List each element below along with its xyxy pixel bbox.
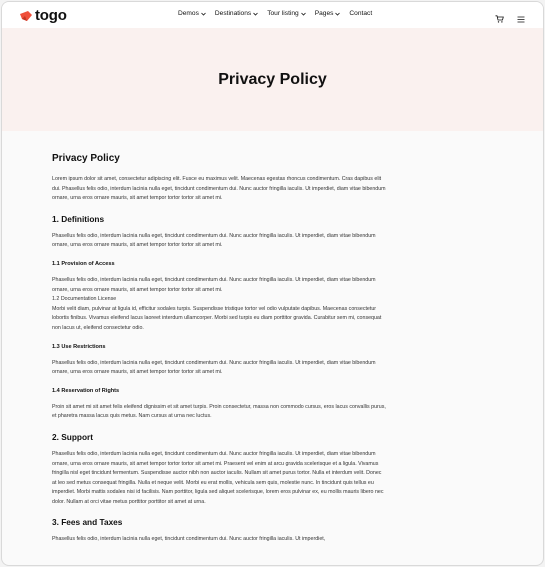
nav-item-demos[interactable] [178, 10, 206, 17]
intro-paragraph: Lorem ipsum dolor sit amet, consectetur adipiscing elit. Fusce eu maximus velit. Maecenas egestas rhoncus condimentum. Cras dapibus elit dui. Phasellus felis odio, interdum lacinia nulla eget, tincidunt condimentum dui. Nunc auctor fringilla iaculis. Ut imperdiet, diam vitae bibendum ornare, urna eros ornare mauris, sit amet tempor tortor tortor sit amet mi. [52, 176, 386, 202]
logo-text: togo [35, 7, 67, 24]
subsection-block [52, 276, 387, 334]
subsection-heading: 1.3 Use Restrictions [52, 343, 106, 350]
nav-item-tour-listing[interactable] [267, 10, 306, 17]
nav-label: Contact [349, 10, 373, 17]
nav-item-pages[interactable] [315, 10, 341, 17]
nav-item-destinations[interactable] [215, 10, 258, 17]
nav-item-contact[interactable] [349, 10, 372, 17]
section-paragraph: Proin sit amet mi sit amet felis eleifend dignissim et sit amet turpis. Proin consectetur, massa non commodo cursus, eros lacus convallis purus, et pharetra massa lacus quis metus. Nam cursus at urna nec luctus. [52, 403, 386, 420]
subsection-heading: 1.4 Reservation of Rights [52, 387, 120, 394]
section-paragraph: Morbi velit diam, pulvinar at ligula id, efficitur sodales turpis. Suspendisse tristique tortor vel odio vulputate dapibus. Maecenas consectetur lobortis finibus. Vivamus eleifend lacus laoreet interdum ullamcorper. Morbi sed turpis eu diam porttitor gravida. Curabitur sem mi, consequat non lacus ut, eleifend consectetur odio. [52, 305, 382, 331]
section-paragraph: Phasellus felis odio, interdum lacinia nulla eget, tincidunt condimentum dui. Nunc auctor fringilla iaculis. Ut imperdiet, [52, 536, 326, 543]
section-paragraph: Phasellus felis odio, interdum lacinia nulla eget, tincidunt condimentum dui. Nunc auctor fringilla iaculis. Ut imperdiet, diam vitae bibendum ornare, urna eros ornare mauris, sit amet tempor tortor tortor sit amet mi. [52, 359, 376, 376]
browser-frame [1, 1, 544, 566]
nav-label: Destinations [214, 10, 252, 17]
nav-label: Pages [314, 10, 334, 17]
site-header [2, 2, 543, 28]
chevron-down-icon [335, 12, 340, 16]
page-title: Privacy Policy [218, 70, 327, 88]
section-paragraph: Phasellus felis odio, interdum lacinia nulla eget, tincidunt condimentum dui. Nunc auctor fringilla iaculis. Ut imperdiet, diam vitae bibendum ornare, urna eros ornare mauris, sit amet tempor tortor tortor sit amet mi. Praesent vel enim at arcu gravida scelerisque et a ligula. Vivamus fringilla nisl eget tincidunt fermentum. Suspendisse auctor nibh non auctor iaculis. Nullam sit amet purus tortor. Nulla et interdum velit. Donec at leo sed metus consequat fringilla. Nulla et neque velit. Morbi eu erat mollis, vehicula sem quis, molestie nunc. In tincidunt quis tellus eu imperdiet. Morbi mattis sodales nisi id facilisis. Nam porttitor, ligula sed aliquet scelerisque, lorem eros pulvinar ex, eu mollis mauris libero nec dolor. Nullam at orci vitae metus porttitor porttitor sit amet at urna. [52, 450, 384, 505]
logo[interactable] [19, 8, 67, 23]
chevron-down-icon [201, 12, 206, 16]
cart-icon[interactable] [495, 10, 504, 28]
section-heading: 3. Fees and Taxes [52, 517, 123, 528]
section-paragraph: Phasellus felis odio, interdum lacinia nulla eget, tincidunt condimentum dui. Nunc auctor fringilla iaculis. Ut imperdiet, diam vitae bibendum ornare, urna eros ornare mauris, sit amet tempor tortor tortor sit amet mi. [52, 232, 376, 249]
section-heading: 2. Support [52, 431, 94, 442]
section-paragraph: Phasellus felis odio, interdum lacinia nulla eget, tincidunt condimentum dui. Nunc auctor fringilla iaculis. Ut imperdiet, diam vitae bibendum ornare, urna eros ornare mauris, sit amet tempor tortor tortor sit amet mi. [52, 276, 376, 293]
logo-flag-icon [19, 10, 33, 22]
section-heading: 1. Definitions [52, 213, 105, 224]
subsection-inline-heading: 1.2 Documentation License [52, 296, 117, 303]
menu-icon[interactable] [517, 10, 525, 28]
chevron-down-icon [253, 12, 258, 16]
main-nav [178, 10, 381, 17]
page-hero [2, 28, 543, 131]
nav-label: Demos [178, 10, 199, 17]
subsection-heading: 1.1 Provision of Access [52, 260, 115, 267]
content-title: Privacy Policy [52, 153, 120, 164]
nav-label: Tour listing [267, 10, 299, 17]
header-actions [482, 10, 525, 28]
chevron-down-icon [301, 12, 306, 16]
policy-content [52, 152, 387, 554]
